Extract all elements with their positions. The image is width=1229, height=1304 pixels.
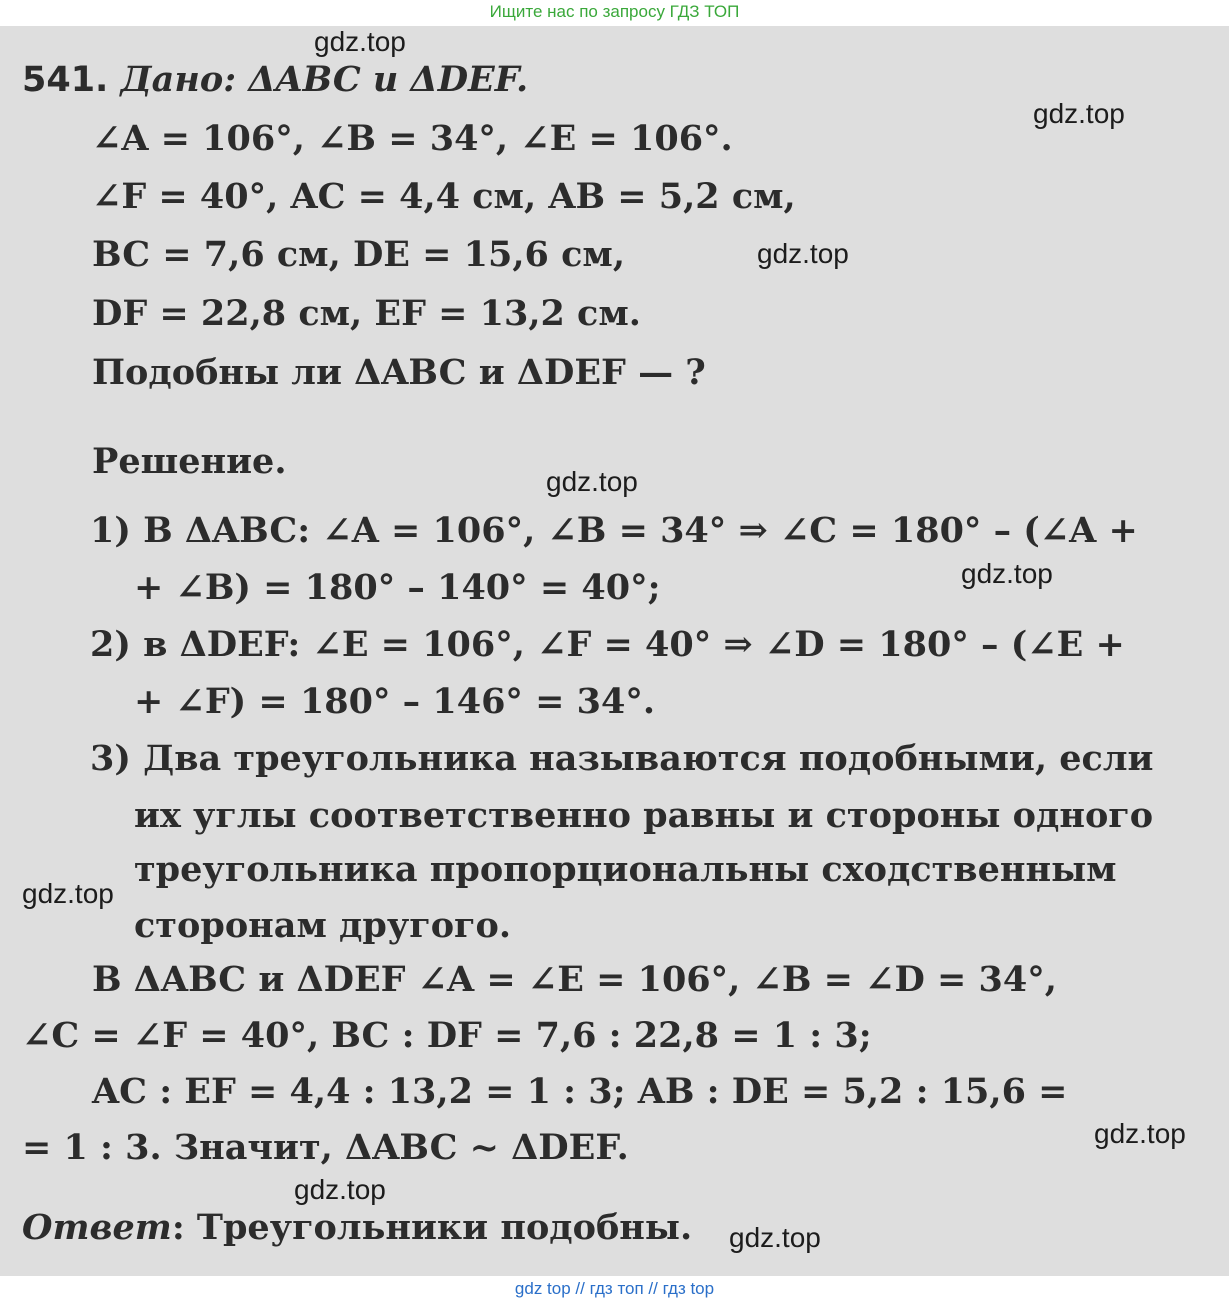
- given-label: Дано: [120, 59, 224, 100]
- solution-line: + ∠B) = 180° – 140° = 40°;: [134, 567, 661, 608]
- answer-line: [22, 1206, 692, 1250]
- watermark: gdz.top: [961, 558, 1053, 589]
- question-line: Подобны ли ΔABC и ΔDEF — ?: [92, 352, 706, 393]
- watermark: gdz.top: [1033, 98, 1125, 129]
- watermark: gdz.top: [729, 1222, 821, 1253]
- solution-line: их углы соответственно равны и стороны одного: [134, 795, 1154, 836]
- solution-line: = 1 : 3. Значит, ΔABC ~ ΔDEF.: [22, 1127, 629, 1168]
- given-line: ∠A = 106°, ∠B = 34°, ∠E = 106°.: [92, 118, 733, 159]
- solution-line: + ∠F) = 180° – 146° = 34°.: [134, 681, 656, 722]
- solution-line: 1) В ΔABC: ∠A = 106°, ∠B = 34° ⇒ ∠C = 180° – (∠A +: [90, 510, 1138, 551]
- problem-number: 541.: [22, 60, 109, 100]
- watermark: gdz.top: [1094, 1118, 1186, 1149]
- solution-line: В ΔABC и ΔDEF ∠A = ∠E = 106°, ∠B = ∠D = 34°,: [92, 959, 1057, 1000]
- problem-header: [22, 58, 528, 102]
- answer-text: : Треугольники подобны.: [171, 1207, 693, 1248]
- given-line: BC = 7,6 см, DE = 15,6 см,: [92, 234, 625, 275]
- solution-line: AC : EF = 4,4 : 13,2 = 1 : 3; AB : DE = 5,2 : 15,6 =: [92, 1071, 1068, 1112]
- given-line: DF = 22,8 см, EF = 13,2 см.: [92, 293, 641, 334]
- given-triangles: : ΔABC и ΔDEF.: [223, 59, 529, 100]
- watermark: gdz.top: [757, 238, 849, 269]
- answer-label: Ответ: [22, 1207, 172, 1248]
- watermark: gdz.top: [22, 878, 114, 909]
- watermark: gdz.top: [294, 1174, 386, 1205]
- textbook-page: [0, 26, 1229, 1276]
- top-banner[interactable]: Ищите нас по запросу ГДЗ ТОП: [0, 0, 1229, 26]
- solution-line: ∠C = ∠F = 40°, BC : DF = 7,6 : 22,8 = 1 : 3;: [22, 1015, 872, 1056]
- solution-line: 2) в ΔDEF: ∠E = 106°, ∠F = 40° ⇒ ∠D = 180° – (∠E +: [90, 624, 1125, 665]
- solution-label: Решение.: [92, 441, 287, 482]
- given-line: ∠F = 40°, AC = 4,4 см, AB = 5,2 см,: [92, 176, 796, 217]
- watermark: gdz.top: [546, 466, 638, 497]
- solution-line: 3) Два треугольника называются подобными, если: [90, 738, 1154, 779]
- solution-line: сторонам другого.: [134, 905, 512, 946]
- solution-line: треугольника пропорциональны сходственным: [134, 849, 1117, 890]
- watermark: gdz.top: [314, 26, 406, 57]
- bottom-banner[interactable]: gdz top // гдз топ // гдз top: [0, 1276, 1229, 1304]
